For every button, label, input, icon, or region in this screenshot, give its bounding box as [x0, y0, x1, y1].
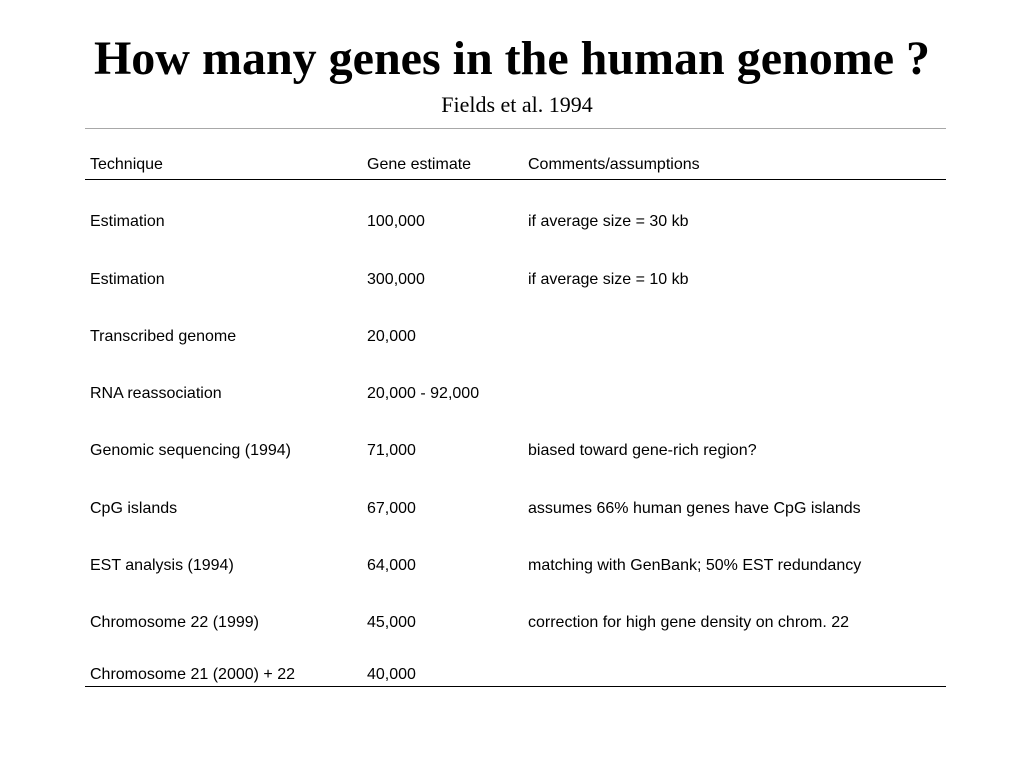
cell-comment: assumes 66% human genes have CpG islands [528, 499, 861, 517]
cell-technique: Estimation [90, 213, 165, 231]
cell-comment: biased toward gene-rich region? [528, 442, 757, 460]
table-row [85, 524, 946, 581]
table-row [85, 466, 946, 523]
header-comments: Comments/assumptions [523, 151, 946, 180]
header-technique: Technique [85, 151, 362, 180]
cell-estimate: 100,000 [367, 213, 425, 231]
table-row [85, 352, 946, 409]
cell-estimate: 40,000 [362, 638, 523, 687]
cell-technique: Transcribed genome [90, 327, 237, 345]
cell-technique: Chromosome 22 (1999) [90, 614, 259, 632]
table-row [85, 295, 946, 352]
cell-comment: matching with GenBank; 50% EST redundancy [528, 557, 862, 575]
cell-comment: if average size = 30 kb [528, 213, 689, 231]
cell-estimate: 20,000 - 92,000 [367, 385, 480, 403]
title-divider [85, 128, 946, 129]
cell-technique: RNA reassociation [90, 385, 222, 403]
cell-technique: Chromosome 21 (2000) + 22 [85, 638, 362, 687]
slide-subtitle: Fields et al. 1994 [441, 92, 593, 117]
table-row [85, 409, 946, 466]
table-row [85, 237, 946, 294]
cell-technique: Estimation [90, 270, 165, 288]
table-row [85, 180, 946, 238]
cell-technique: Genomic sequencing (1994) [90, 442, 292, 460]
slide-title: How many genes in the human genome ? [93, 32, 931, 85]
cell-estimate: 45,000 [367, 614, 416, 632]
cell-comment [523, 352, 946, 409]
cell-estimate: 20,000 [367, 327, 416, 345]
cell-technique: EST analysis (1994) [90, 557, 234, 575]
table-row [85, 638, 946, 687]
cell-comment: if average size = 10 kb [528, 270, 689, 288]
cell-estimate: 300,000 [367, 270, 425, 288]
table-header-row [85, 151, 946, 180]
cell-comment: correction for high gene density on chrom. 22 [528, 614, 850, 632]
gene-estimates-table [85, 151, 946, 687]
table-row [85, 581, 946, 638]
cell-comment [523, 295, 946, 352]
cell-estimate: 64,000 [367, 557, 416, 575]
cell-technique: CpG islands [90, 499, 178, 517]
cell-estimate: 71,000 [367, 442, 416, 460]
header-gene-estimate: Gene estimate [362, 151, 523, 180]
cell-estimate: 67,000 [367, 499, 416, 517]
cell-comment [523, 638, 946, 687]
